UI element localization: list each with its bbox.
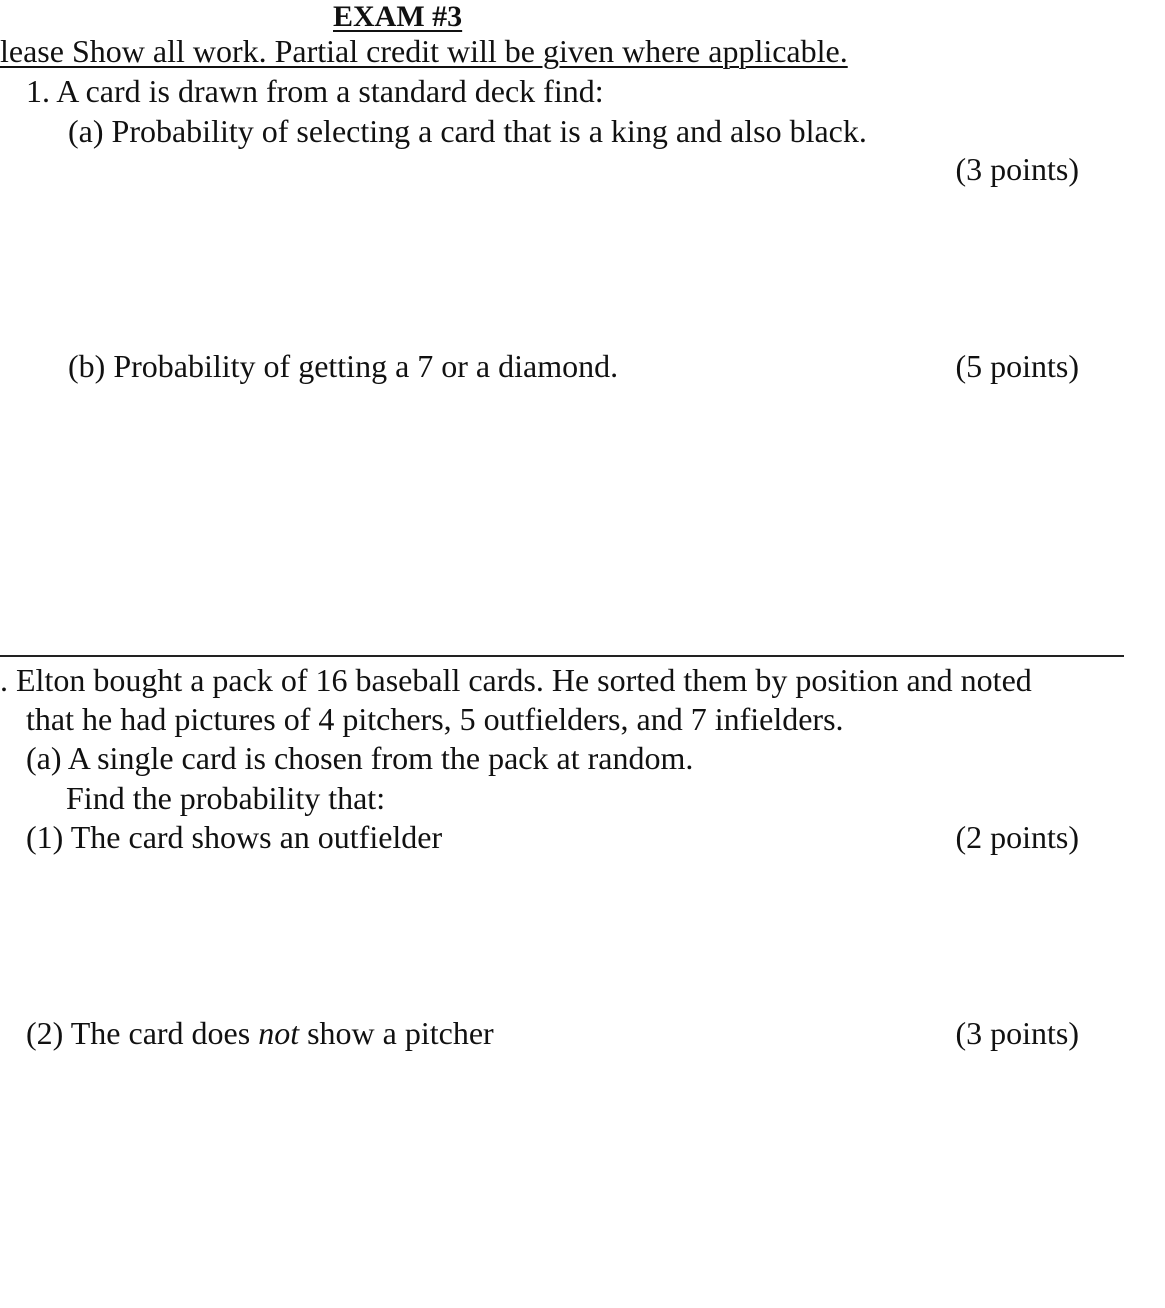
question-1-stem: 1. A card is drawn from a standard deck find:	[26, 73, 604, 109]
question-2a1-points: (2 points)	[955, 819, 1079, 855]
question-1b-text: (b) Probability of getting a 7 or a diamond.	[68, 348, 619, 384]
question-2a2-points: (3 points)	[955, 1015, 1079, 1051]
section-divider	[0, 655, 1124, 657]
question-2a-text: (a) A single card is chosen from the pack at random.	[26, 740, 694, 776]
question-2a2-suffix: show a pitcher	[299, 1015, 494, 1051]
exam-title: EXAM #3	[333, 0, 463, 33]
question-2-line-2: that he had pictures of 4 pitchers, 5 outfielders, and 7 infielders.	[26, 701, 844, 737]
instructions-line: lease Show all work. Partial credit will be given where applicable.	[0, 33, 848, 69]
question-2-line-1: . Elton bought a pack of 16 baseball cards. He sorted them by position and noted	[0, 662, 1032, 698]
question-1a-text: (a) Probability of selecting a card that is a king and also black.	[68, 113, 867, 149]
question-2a1-text: (1) The card shows an outfielder	[26, 819, 443, 855]
question-2a-find: Find the probability that:	[66, 780, 386, 816]
question-2a2-prefix: (2) The card does	[26, 1015, 259, 1051]
question-1b-points: (5 points)	[955, 348, 1079, 384]
question-1a-points: (3 points)	[955, 151, 1079, 187]
question-2a2-text	[26, 1017, 494, 1049]
question-2a2-emphasis: not	[258, 1015, 300, 1051]
